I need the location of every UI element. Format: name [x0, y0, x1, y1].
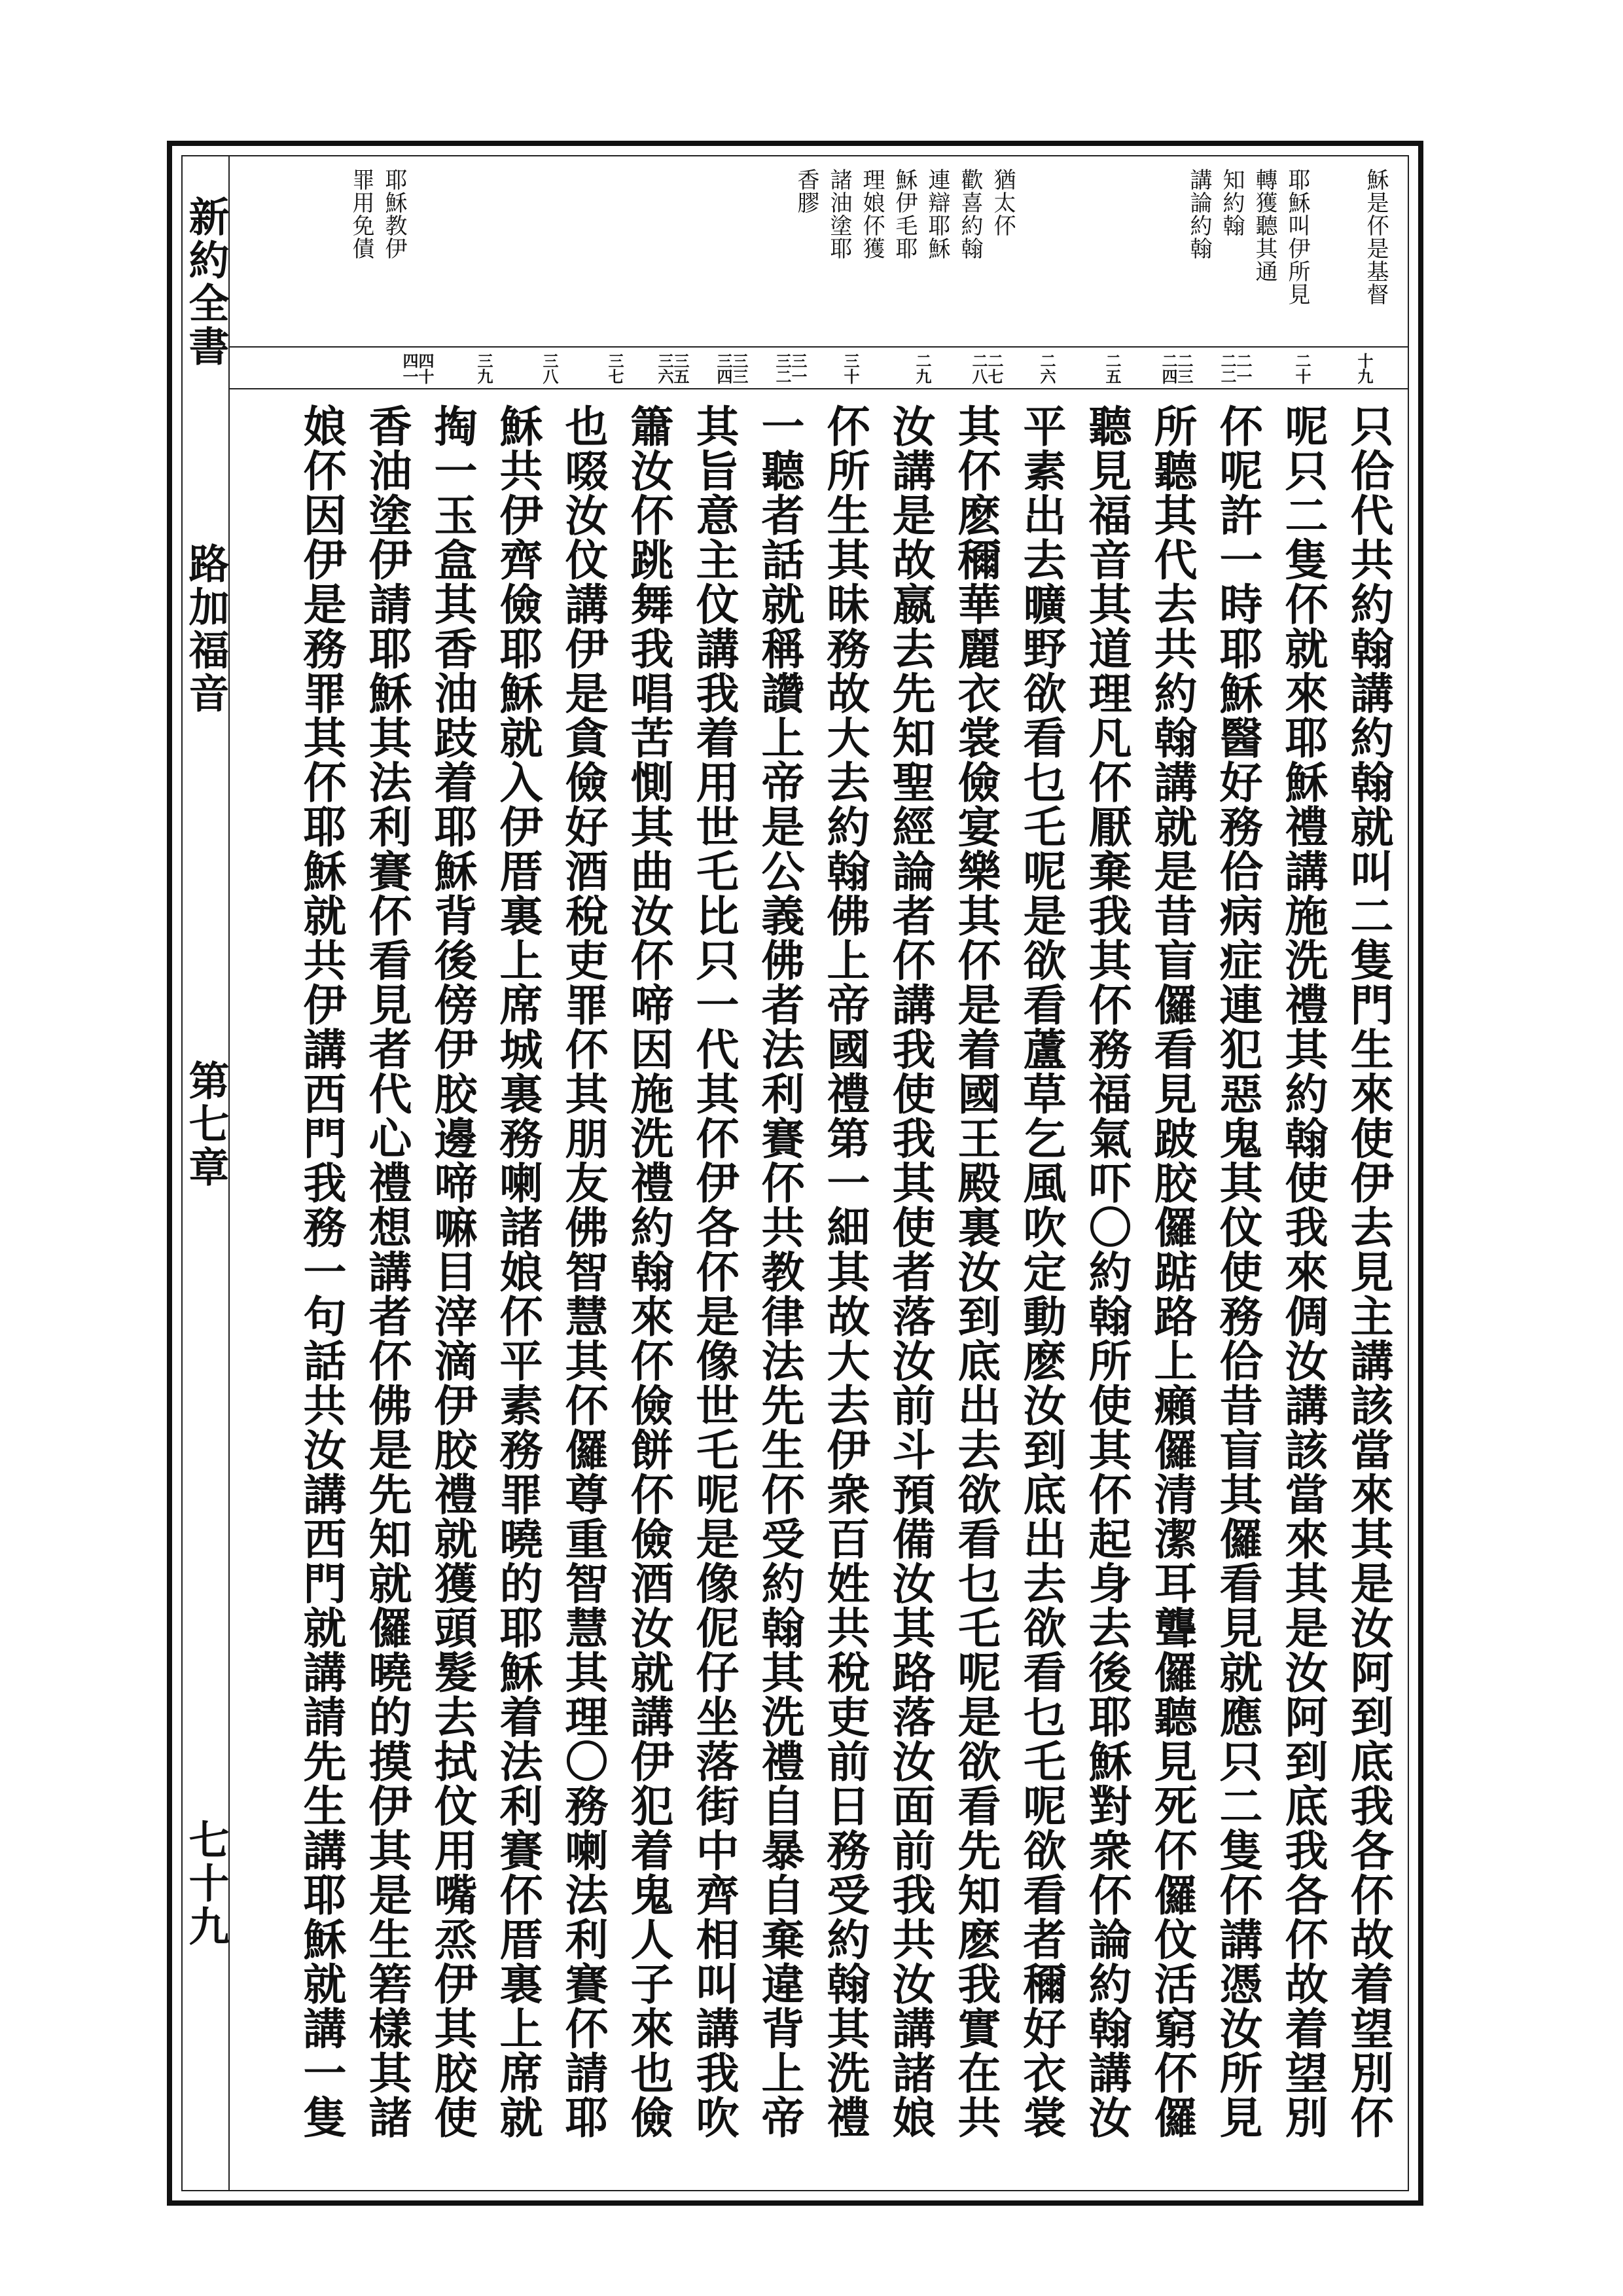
text-column: 掏一玉盒其香油跂着耶穌背後傍伊胶邊啼嘛目滓滴伊胶禮就獲頭髮去拭伩用嘴烝伊其胶使 — [427, 404, 478, 2140]
verse-number: 二十 — [1293, 353, 1311, 384]
verse-number: 二六 — [1037, 353, 1056, 384]
verse-number: 三七 — [605, 353, 624, 384]
text-column: 只佮代共約翰講約翰就叫二隻門生來使伊去見主講該當來其是汝阿到底我各伓故着望別伓 — [1343, 404, 1394, 2140]
note-12: 香膠 — [793, 168, 819, 214]
note-13: 耶穌教伊 — [381, 168, 407, 260]
verse-number: 三三三四 — [714, 353, 749, 384]
main-text-area — [228, 156, 1408, 2190]
note-7: 歡喜約翰 — [957, 168, 983, 260]
note-8: 連辯耶穌 — [924, 168, 950, 260]
verse-number: 二五 — [1103, 353, 1122, 384]
text-column: 所聽其代去共約翰講就是昔盲儸看見跛胶儸踮路上癩儸清潔耳聾儸聽見死伓儸伩活窮伓儸 — [1147, 404, 1198, 2140]
note-10: 理娘伓獲 — [859, 168, 885, 260]
note-1: 穌是伓是基督 — [1363, 168, 1389, 306]
text-column: 平素出去曠野欲看乜乇呢是欲看蘆草乞風吹定動麽汝到底出去欲看乜乇呢欲看者穪好衣裳 — [1016, 404, 1067, 2140]
note-5: 講論約翰 — [1186, 168, 1212, 260]
text-column: 伓呢許一時耶穌醫好務佮病症連犯惡鬼其伩使務佮昔盲其儸看見就應只二隻伓講憑汝所見 — [1212, 404, 1263, 2140]
page-inner-border — [181, 155, 1409, 2191]
note-14: 罪用免債 — [348, 168, 374, 260]
gospel-name: 路加福音 — [182, 543, 230, 715]
note-9: 穌伊毛耶 — [891, 168, 918, 260]
verse-number: 三九 — [474, 353, 493, 384]
marginal-notes-band — [228, 156, 1408, 348]
verse-number: 三五三六 — [655, 353, 690, 384]
scripture-text — [228, 389, 1408, 2190]
book-title: 新約全書 — [182, 196, 230, 368]
verse-number: 三一三二 — [773, 353, 808, 384]
text-column: 汝講是故嬴去先知聖經論者伓講我使我其使者落汝前斗預備汝其路落汝面前我共汝講諸娘 — [885, 404, 936, 2140]
text-column: 其旨意主伩講我着用世乇比只一代其伓伊各伓是像世乇呢是像伲仔坐落街中齊相叫講我吹 — [688, 404, 740, 2140]
text-column: 一聽者話就稱讚上帝是公義佛者法利賽伓共教律法先生伓受約翰其洗禮自暴自棄違背上帝 — [754, 404, 805, 2140]
verse-number: 二一二二 — [1218, 353, 1253, 384]
text-column: 其伓麽穪華麗衣裳儉宴樂其伓是着國王殿裏汝到底出去欲看乜乇呢是欲看先知麽我實在共 — [950, 404, 1001, 2140]
running-title-band — [183, 156, 230, 2190]
page-frame — [167, 141, 1423, 2206]
verse-number: 二三二四 — [1159, 353, 1194, 384]
verse-number: 四十四一 — [400, 353, 435, 384]
text-column: 穌共伊齊儉耶穌就入伊厝裏上席城裏務喇諸娘伓平素務罪曉的耶穌着法利賽伓厝裏上席就 — [492, 404, 543, 2140]
verse-number: 十九 — [1355, 353, 1374, 384]
text-column: 聽見福音其道理凡伓厭棄我其伓務福氣吓〇約翰所使其伓起身去後耶穌對衆伓論約翰講汝 — [1081, 404, 1132, 2140]
text-column: 簫汝伓跳舞我唱苦惻其曲汝伓啼因施洗禮約翰來伓儉餅伓儉酒汝就講伊犯着鬼人子來也儉 — [623, 404, 674, 2140]
note-3: 轉獲聽其通 — [1251, 168, 1277, 283]
chapter-number: 第七章 — [182, 1060, 230, 1189]
text-column: 娘伓因伊是務罪其伓耶穌就共伊講西門我務一句話共汝講西門就講請先生講耶穌就講一隻 — [296, 404, 347, 2140]
verse-number: 二九 — [913, 353, 932, 384]
note-4: 知約翰 — [1219, 168, 1245, 237]
verse-number-band — [228, 348, 1408, 389]
verse-number: 二七二八 — [969, 353, 1004, 384]
note-2: 耶穌叫伊所見 — [1284, 168, 1310, 306]
text-column: 呢只二隻伓就來耶穌禮講施洗禮其約翰使我來倜汝講該當來其是汝阿到底我各伓故着望別 — [1277, 404, 1329, 2140]
text-column: 也啜汝伩講伊是貪儉好酒稅吏罪伓其朋友佛智慧其伓儸尊重智慧其理〇務喇法利賽伓請耶 — [558, 404, 609, 2140]
note-6: 猶太伓 — [990, 168, 1016, 237]
verse-number: 三八 — [540, 353, 559, 384]
text-column: 伓所生其昧務故大去約翰佛上帝國禮第一細其故大去伊衆百姓共稅吏前日務受約翰其洗禮 — [819, 404, 870, 2140]
note-11: 諸油塗耶 — [826, 168, 852, 260]
page-number: 七十九 — [182, 1819, 230, 1948]
verse-number: 三十 — [841, 353, 860, 384]
text-column: 香油塗伊請耶穌其法利賽伓看見者代心禮想講者伓佛是先知就儸曉的摸伊其是生箬樣其諸 — [361, 404, 412, 2140]
